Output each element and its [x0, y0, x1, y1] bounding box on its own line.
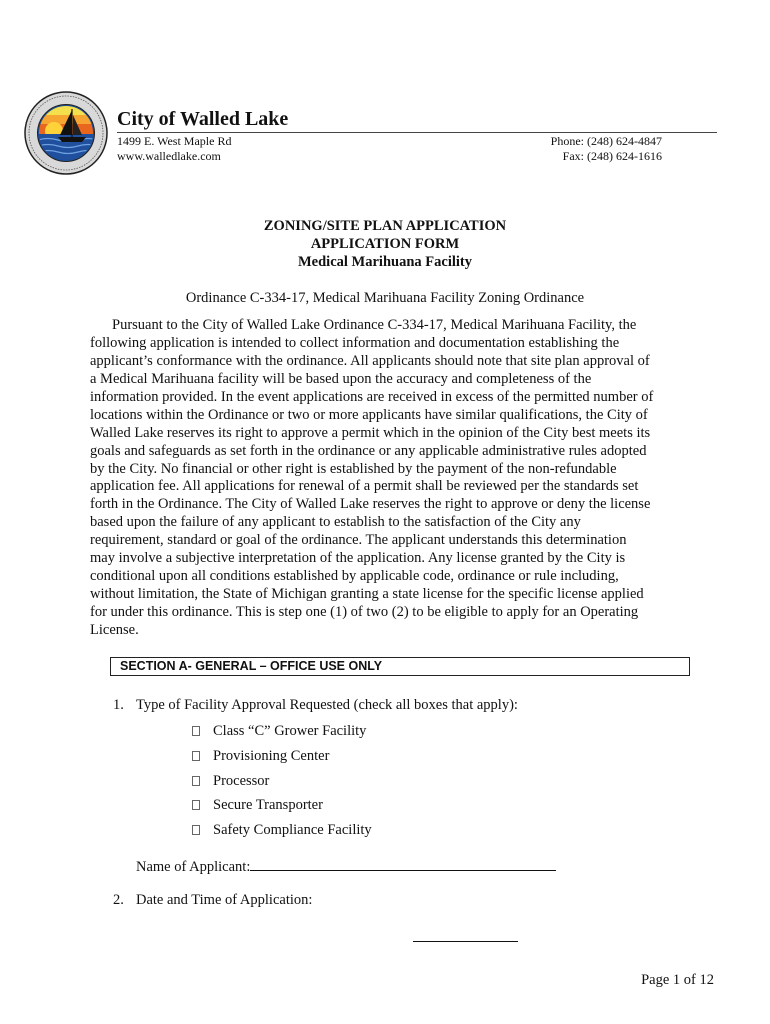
question-2-text: Date and Time of Application:	[136, 892, 313, 908]
question-2-number: 2.	[113, 892, 124, 908]
intro-line: goals and safeguards as set forth in the ordinance or any applicable administrative rules adopted	[90, 442, 647, 459]
applicant-name-row	[136, 856, 556, 876]
intro-line: conditional upon all conditions established by applicable code, ordinance or rule including,	[90, 568, 619, 585]
option-label: Secure Transporter	[213, 797, 323, 814]
question-2	[113, 891, 312, 909]
intro-line: without limitation, the State of Michigan granting a state license for the specific license applied	[90, 586, 644, 603]
city-seal-icon	[24, 91, 108, 175]
intro-line: based upon the failure of any applicant to establish to the satisfaction of the City any	[90, 514, 581, 531]
applicant-name-label: Name of Applicant:	[136, 859, 251, 875]
street-address: 1499 E. West Maple Rd	[117, 134, 232, 148]
contact-block	[551, 134, 662, 164]
phone-number: Phone: (248) 624-4847	[550, 134, 662, 148]
option-label: Safety Compliance Facility	[213, 822, 372, 839]
option-label: Processor	[213, 772, 270, 789]
option-provisioning-center[interactable]	[192, 744, 372, 769]
intro-line: a Medical Marihuana facility will be based upon the accuracy and completeness of the	[90, 370, 592, 387]
intro-line: information provided. In the event applications are received in excess of the permitted number of	[90, 388, 654, 405]
intro-line: locations within the Ordinance or two or more applicants have similar qualifications, the City of	[90, 406, 648, 423]
checkbox-icon[interactable]	[192, 751, 200, 761]
checkbox-icon[interactable]	[192, 776, 200, 786]
question-1-number: 1.	[113, 697, 124, 713]
intro-paragraph	[90, 317, 686, 640]
intro-line: may involve a subjective interpretation of the application. Any license granted by the City is	[90, 550, 626, 567]
option-label: Provisioning Center	[213, 748, 330, 765]
intro-line: Pursuant to the City of Walled Lake Ordinance C-334-17, Medical Marihuana Facility, the	[112, 317, 637, 333]
intro-line: License.	[90, 621, 139, 638]
option-safety-compliance[interactable]	[192, 818, 372, 843]
intro-line: following application is intended to collect information and documentation establishing the	[90, 334, 620, 351]
header-divider	[117, 132, 717, 133]
checkbox-icon[interactable]	[192, 726, 200, 736]
option-label: Class “C” Grower Facility	[213, 723, 367, 740]
address-block	[117, 134, 231, 164]
question-1	[113, 696, 518, 714]
website-link[interactable]: www.walledlake.com	[117, 149, 221, 163]
form-subtitle: APPLICATION FORM	[310, 236, 460, 252]
option-class-c-grower[interactable]	[192, 719, 372, 744]
intro-line: application fee. All applications for renewal of a permit shall be reviewed per the standards set	[90, 478, 639, 495]
intro-line: for under this ordinance. This is step one (1) of two (2) to be eligible to apply for an Operating	[90, 604, 639, 620]
option-secure-transporter[interactable]	[192, 793, 372, 818]
checkbox-icon[interactable]	[192, 825, 200, 835]
ordinance-reference: Ordinance C-334-17, Medical Marihuana Facility Zoning Ordinance	[185, 290, 585, 306]
city-name: City of Walled Lake	[117, 108, 289, 130]
fax-number: Fax: (248) 624-1616	[562, 149, 662, 163]
form-title: ZONING/SITE PLAN APPLICATION	[263, 218, 507, 234]
facility-type-options	[192, 719, 372, 842]
intro-line: requirement, standard or goal of the ordinance. The applicant understands this determination	[90, 532, 627, 549]
form-title-block	[0, 217, 770, 271]
checkbox-icon[interactable]	[192, 800, 200, 810]
facility-type-title: Medical Marihuana Facility	[298, 254, 472, 270]
intro-line: forth in the Ordinance. The City of Walled Lake reserves the right to approve or deny the license	[90, 496, 651, 513]
applicant-name-field[interactable]	[250, 856, 556, 871]
question-1-text: Type of Facility Approval Requested (check all boxes that apply):	[136, 697, 518, 713]
page-number: Page 1 of 12	[641, 972, 714, 988]
option-processor[interactable]	[192, 768, 372, 793]
intro-line: applicant’s conformance with the ordinance. All applicants should note that site plan approval of	[90, 352, 650, 369]
date-time-field[interactable]	[413, 941, 518, 942]
intro-line: Walled Lake reserves its right to approve a permit which in the opinion of the City best meets its	[90, 424, 651, 441]
intro-line: by the City. No financial or other right is established by the payment of the non-refundable	[90, 460, 617, 477]
section-a-heading: SECTION A- GENERAL – OFFICE USE ONLY	[110, 657, 690, 676]
